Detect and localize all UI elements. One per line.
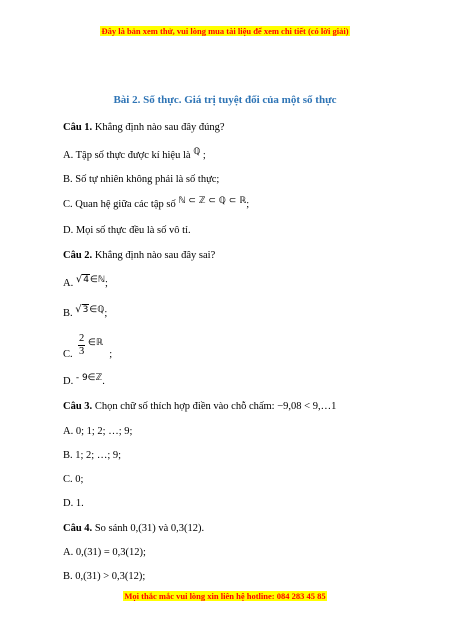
q2-option-c: C. ; bbox=[63, 349, 113, 360]
question-1 bbox=[63, 122, 225, 133]
sqrt-symbol: √ bbox=[75, 274, 83, 285]
question-text: Khẳng định nào sau đây đúng? bbox=[92, 122, 225, 133]
question-text: Khẳng định nào sau đây sai? bbox=[92, 250, 216, 261]
q1-option-b: B. Số tự nhiên không phải là số thực; bbox=[63, 174, 220, 185]
q3-option-a: A. 0; 1; 2; …; 9; bbox=[63, 426, 133, 437]
question-label: Câu 3. bbox=[63, 401, 93, 412]
page-title: Bài 2. Số thực. Giá trị tuyệt đối của một số thực bbox=[113, 94, 337, 106]
question-label: Câu 4. bbox=[63, 523, 93, 534]
header-notice: Đây là bản xem thử, vui lòng mua tài liệu để xem chi tiết (có lời giải) bbox=[101, 26, 349, 36]
question-text: So sánh 0,(31) và 0,3(12). bbox=[92, 523, 205, 534]
footer-notice: Mọi thắc mắc vui lòng xin liên hệ hotline: 084 283 45 85 bbox=[124, 591, 326, 601]
math-symbol: ∈ℝ bbox=[88, 338, 103, 348]
math-symbol: ℕ ⊂ ℤ ⊂ ℚ ⊂ ℝ bbox=[178, 196, 247, 206]
math-symbol: ℚ bbox=[193, 147, 201, 157]
q4-option-b: B. 0,(31) > 0,3(12); bbox=[63, 571, 146, 582]
q4-option-a: A. 0,(31) = 0,3(12); bbox=[63, 547, 146, 558]
question-3 bbox=[63, 401, 336, 412]
q3-option-b: B. 1; 2; …; 9; bbox=[63, 450, 122, 461]
question-label: Câu 1. bbox=[63, 122, 93, 133]
question-2 bbox=[63, 250, 215, 261]
question-label: Câu 2. bbox=[63, 250, 93, 261]
sqrt-symbol: √ bbox=[75, 304, 82, 315]
q3-option-c: C. 0; bbox=[63, 474, 84, 485]
q1-option-a: A. Tập số thực được kí hiệu là ℚ ; bbox=[63, 147, 206, 161]
q3-option-d: D. 1. bbox=[63, 498, 84, 509]
q2-option-b: B. √3∈ℚ; bbox=[63, 304, 108, 319]
q1-option-d: D. Mọi số thực đều là số vô tỉ. bbox=[63, 225, 191, 236]
fraction: $\frac{2}{3}$ bbox=[79, 333, 85, 357]
q2-option-a: A. √4∈ℕ; bbox=[63, 274, 108, 289]
question-4 bbox=[63, 523, 204, 534]
q2-option-d: D. - 9∈ℤ. bbox=[63, 373, 105, 387]
q1-option-c: C. Quan hệ giữa các tập số ℕ ⊂ ℤ ⊂ ℚ ⊂ ℝ; bbox=[63, 196, 250, 210]
question-text: Chọn chữ số thích hợp điền vào chỗ chấm: −9,08 < 9,…1 bbox=[92, 401, 337, 412]
math-symbol: - 9∈ℤ bbox=[75, 373, 103, 383]
